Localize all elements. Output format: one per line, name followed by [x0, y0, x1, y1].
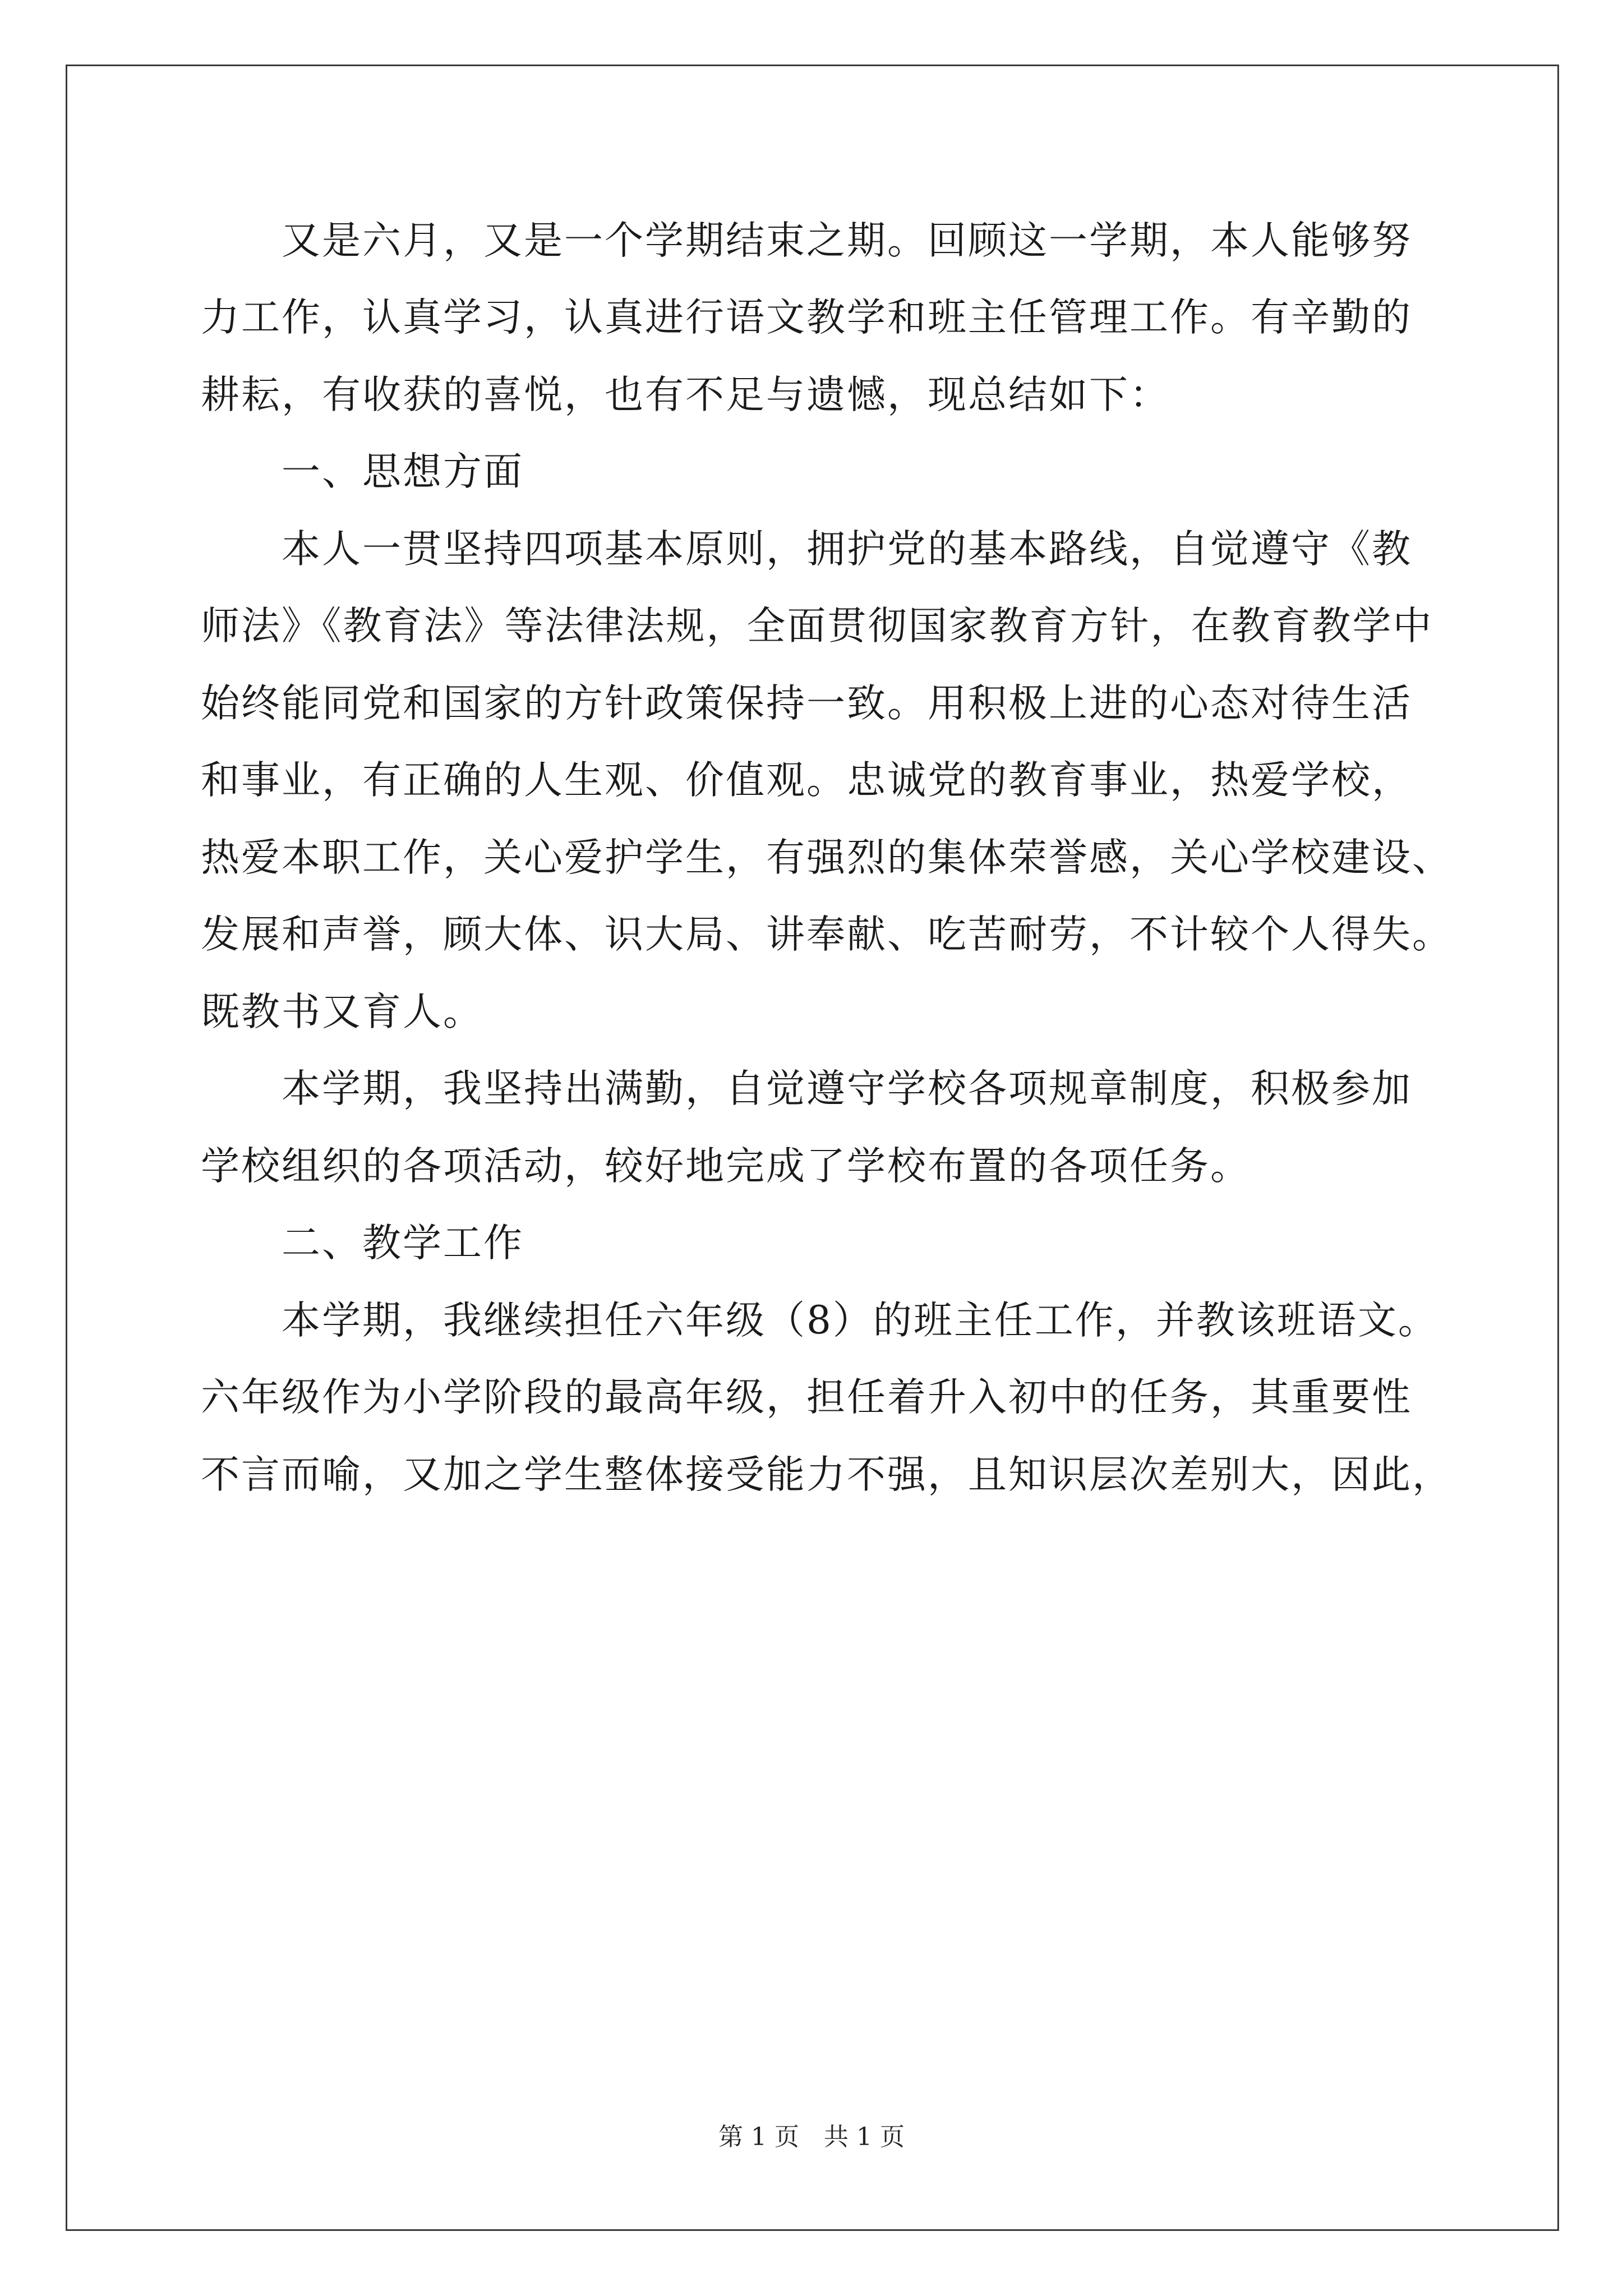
paragraph-line: 既教书又育人。: [201, 990, 483, 1034]
paragraph-line: 力工作，认真学习，认真进行语文教学和班主任管理工作。有辛勤的: [201, 295, 1412, 340]
paragraph-line: 和事业，有正确的人生观、价值观。忠诚党的教育事业，热爱学校，: [201, 758, 1412, 803]
paragraph-line: 始终能同党和国家的方针政策保持一致。用积极上进的心态对待生活: [201, 681, 1412, 726]
paragraph-line: 发展和声誉，顾大体、识大局、讲奉献、吃苦耐劳，不计较个人得失。: [201, 912, 1453, 957]
paragraph-line: 师法》《教育法》等法律法规，全面贯彻国家教育方针，在教育教学中: [201, 604, 1433, 648]
paragraph-line: 本学期，我坚持出满勤，自觉遵守学校各项规章制度，积极参加: [282, 1066, 1412, 1111]
paragraph-line: 又是六月，又是一个学期结束之期。回顾这一学期，本人能够努: [282, 218, 1412, 263]
paragraph-line: 本人一贯坚持四项基本原则，拥护党的基本路线，自觉遵守《教: [282, 527, 1412, 572]
section-heading: 一、思想方面: [282, 449, 524, 494]
paragraph-line: 热爱本职工作，关心爱护学生，有强烈的集体荣誉感，关心学校建设、: [201, 835, 1453, 880]
paragraph-line: 学校组织的各项活动，较好地完成了学校布置的各项任务。: [201, 1144, 1251, 1189]
page-number-footer: 第 1 页 共 1 页: [718, 2123, 905, 2151]
paragraph-line: 耕耘，有收获的喜悦，也有不足与遗憾，现总结如下：: [201, 372, 1170, 417]
paragraph-line: 本学期，我继续担任六年级（8）的班主任工作，并教该班语文。: [282, 1298, 1438, 1343]
section-heading: 二、教学工作: [282, 1221, 524, 1266]
paragraph-line: 不言而喻，又加之学生整体接受能力不强，且知识层次差别大，因此，: [201, 1452, 1453, 1497]
paragraph-line: 六年级作为小学阶段的最高年级，担任着升入初中的任务，其重要性: [201, 1375, 1412, 1420]
